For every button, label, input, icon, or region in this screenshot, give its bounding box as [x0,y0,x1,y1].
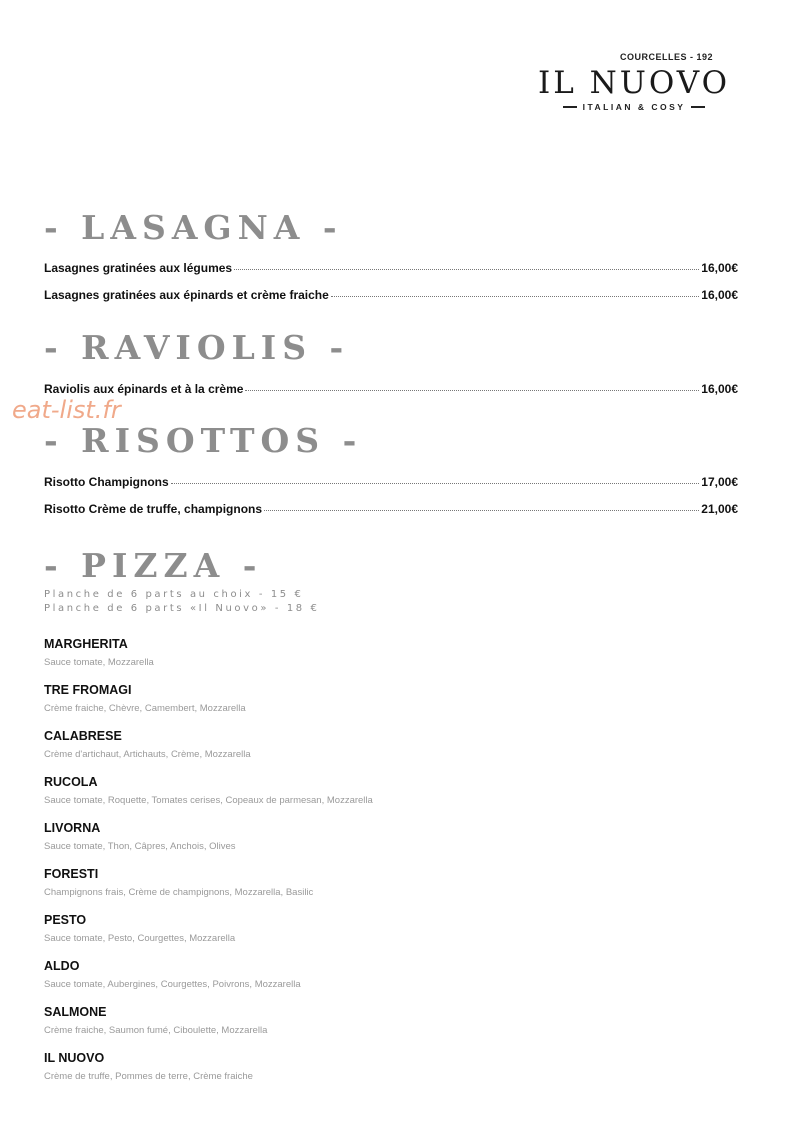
dish-price: 21,00€ [701,502,738,516]
pizza-name: ALDO [44,959,80,973]
pizza-description: Sauce tomate, Aubergines, Courgettes, Poivrons, Mozzarella [44,979,301,990]
pizza-description: Champignons frais, Crème de champignons, Mozzarella, Basilic [44,887,314,898]
section-title-risottos: - RISOTTOS - [44,421,363,460]
pizza-description: Crème fraiche, Chèvre, Camembert, Mozzarella [44,703,246,714]
dish-name: Lasagnes gratinées aux légumes [44,261,233,275]
section-title-pizza: - PIZZA - [44,546,263,585]
pizza-name: IL NUOVO [44,1051,105,1065]
dish-price: 16,00€ [701,261,738,275]
pizza-name: CALABRESE [44,729,122,743]
pizza-description: Crème d'artichaut, Artichauts, Crème, Mozzarella [44,749,251,760]
pizza-note: Planche de 6 parts «Il Nuovo» - 18 € [44,603,320,614]
dish-row [44,502,738,516]
dish-name: Risotto Crème de truffe, champignons [44,502,263,516]
dish-price: 16,00€ [701,382,738,396]
pizza-name: PESTO [44,913,87,927]
dot-leader [245,390,699,391]
pizza-item [44,683,246,714]
section-title-raviolis: - RAVIOLIS - [44,328,350,367]
pizza-item [44,637,154,668]
pizza-name: FORESTI [44,867,99,881]
pizza-item [44,821,236,852]
pizza-item [44,913,235,944]
dot-leader [234,269,699,270]
pizza-description: Sauce tomate, Pesto, Courgettes, Mozzarella [44,933,236,944]
pizza-description: Sauce tomate, Mozzarella [44,657,154,668]
dish-row [44,382,738,396]
dish-row [44,261,738,275]
dish-name: Lasagnes gratinées aux épinards et crème fraiche [44,288,329,302]
dot-leader [171,483,700,484]
pizza-name: MARGHERITA [44,637,128,651]
dish-row [44,288,738,302]
dish-name: Raviolis aux épinards et à la crème [44,382,244,396]
pizza-item [44,1005,267,1036]
pizza-item [44,775,373,806]
dot-leader [331,296,700,297]
tagline-text: ITALIAN & COSY [582,102,686,112]
pizza-name: TRE FROMAGI [44,683,132,697]
pizza-name: LIVORNA [44,821,101,835]
dish-name: Risotto Champignons [44,475,169,489]
dish-price: 17,00€ [701,475,738,489]
dot-leader [264,510,699,511]
dish-price: 16,00€ [701,288,738,302]
watermark-text: eat-list.fr [12,396,121,424]
pizza-item [44,1051,253,1082]
tagline-dash-left [563,106,577,108]
brand-name: IL NUOVO [537,65,731,101]
pizza-note: Planche de 6 parts au choix - 15 € [44,589,304,600]
pizza-name: SALMONE [44,1005,107,1019]
pizza-description: Crème de truffe, Pommes de terre, Crème fraiche [44,1071,253,1082]
pizza-name: RUCOLA [44,775,98,789]
pizza-description: Sauce tomate, Roquette, Tomates cerises, Copeaux de parmesan, Mozzarella [44,795,373,806]
tagline [520,102,748,112]
dish-row [44,475,738,489]
pizza-item [44,729,251,760]
restaurant-logo [520,52,748,112]
pizza-item [44,867,313,898]
tagline-dash-right [691,106,705,108]
pizza-item [44,959,301,990]
pizza-description: Crème fraiche, Saumon fumé, Ciboulette, Mozzarella [44,1025,268,1036]
location-label: COURCELLES - 192 [620,52,714,62]
section-title-lasagna: - LASAGNA - [44,208,343,247]
pizza-description: Sauce tomate, Thon, Câpres, Anchois, Olives [44,841,236,852]
